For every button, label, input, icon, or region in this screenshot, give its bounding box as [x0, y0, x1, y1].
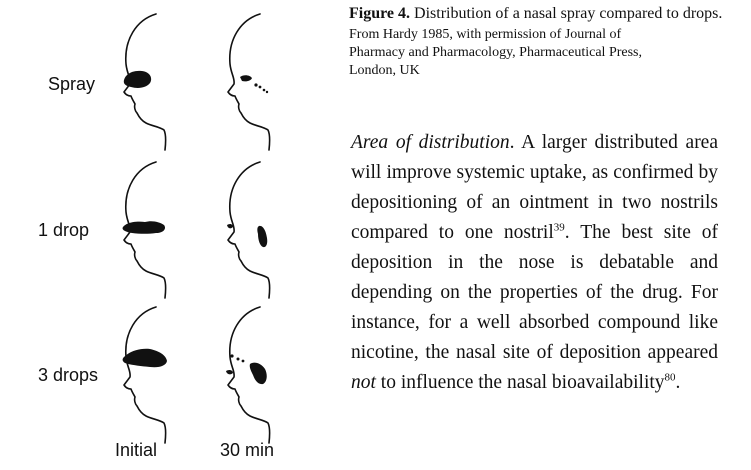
row-label-3-drops: 3 drops [38, 365, 99, 385]
emphasis-text: not [351, 372, 376, 393]
profile-spray-initial [124, 14, 166, 150]
caption-source [349, 26, 744, 80]
profile-3drops-initial [123, 307, 167, 443]
nasal-distribution-figure [0, 0, 345, 470]
reference-marker: 80 [664, 371, 676, 384]
profile-1drop-30min [227, 162, 270, 298]
caption-source-line: From Hardy 1985, with permission of Journal of [349, 27, 622, 42]
caption-title-line [349, 4, 744, 24]
paragraph-text: . [675, 372, 681, 393]
profile-3drops-30min [226, 307, 270, 443]
figure-label: Figure 4. [349, 5, 411, 22]
paragraph-text: . A larger distributed area will improve systemic uptake, as confirmed by depositioning of an ointment in two nostrils compared to one nostril [351, 132, 718, 243]
figure-caption [349, 4, 744, 80]
column-label-initial: Initial [115, 440, 158, 460]
paragraph-text: . The best site of deposition in the nose is debatable and depending on the properties of the drug. For instance, for a well absorbed compound like nicotine, the nasal site of deposition appeared [351, 222, 718, 363]
body-paragraph [351, 128, 718, 398]
profile-1drop-initial [123, 162, 166, 298]
caption-title: Distribution of a nasal spray compared to drops. [414, 5, 723, 22]
caption-source-line: London, UK [349, 63, 420, 78]
row-label-1-drop: 1 drop [38, 220, 90, 240]
row-label-spray: Spray [48, 74, 96, 94]
profile-spray-30min [228, 14, 270, 150]
reference-marker: 39 [553, 221, 565, 234]
caption-source-line: Pharmacy and Pharmacology, Pharmaceutical Press, [349, 45, 643, 60]
paragraph-heading: Area of distribution [351, 132, 510, 153]
column-label-30min: 30 min [220, 440, 275, 460]
paragraph-text: to influence the nasal bioavailability [375, 372, 665, 393]
